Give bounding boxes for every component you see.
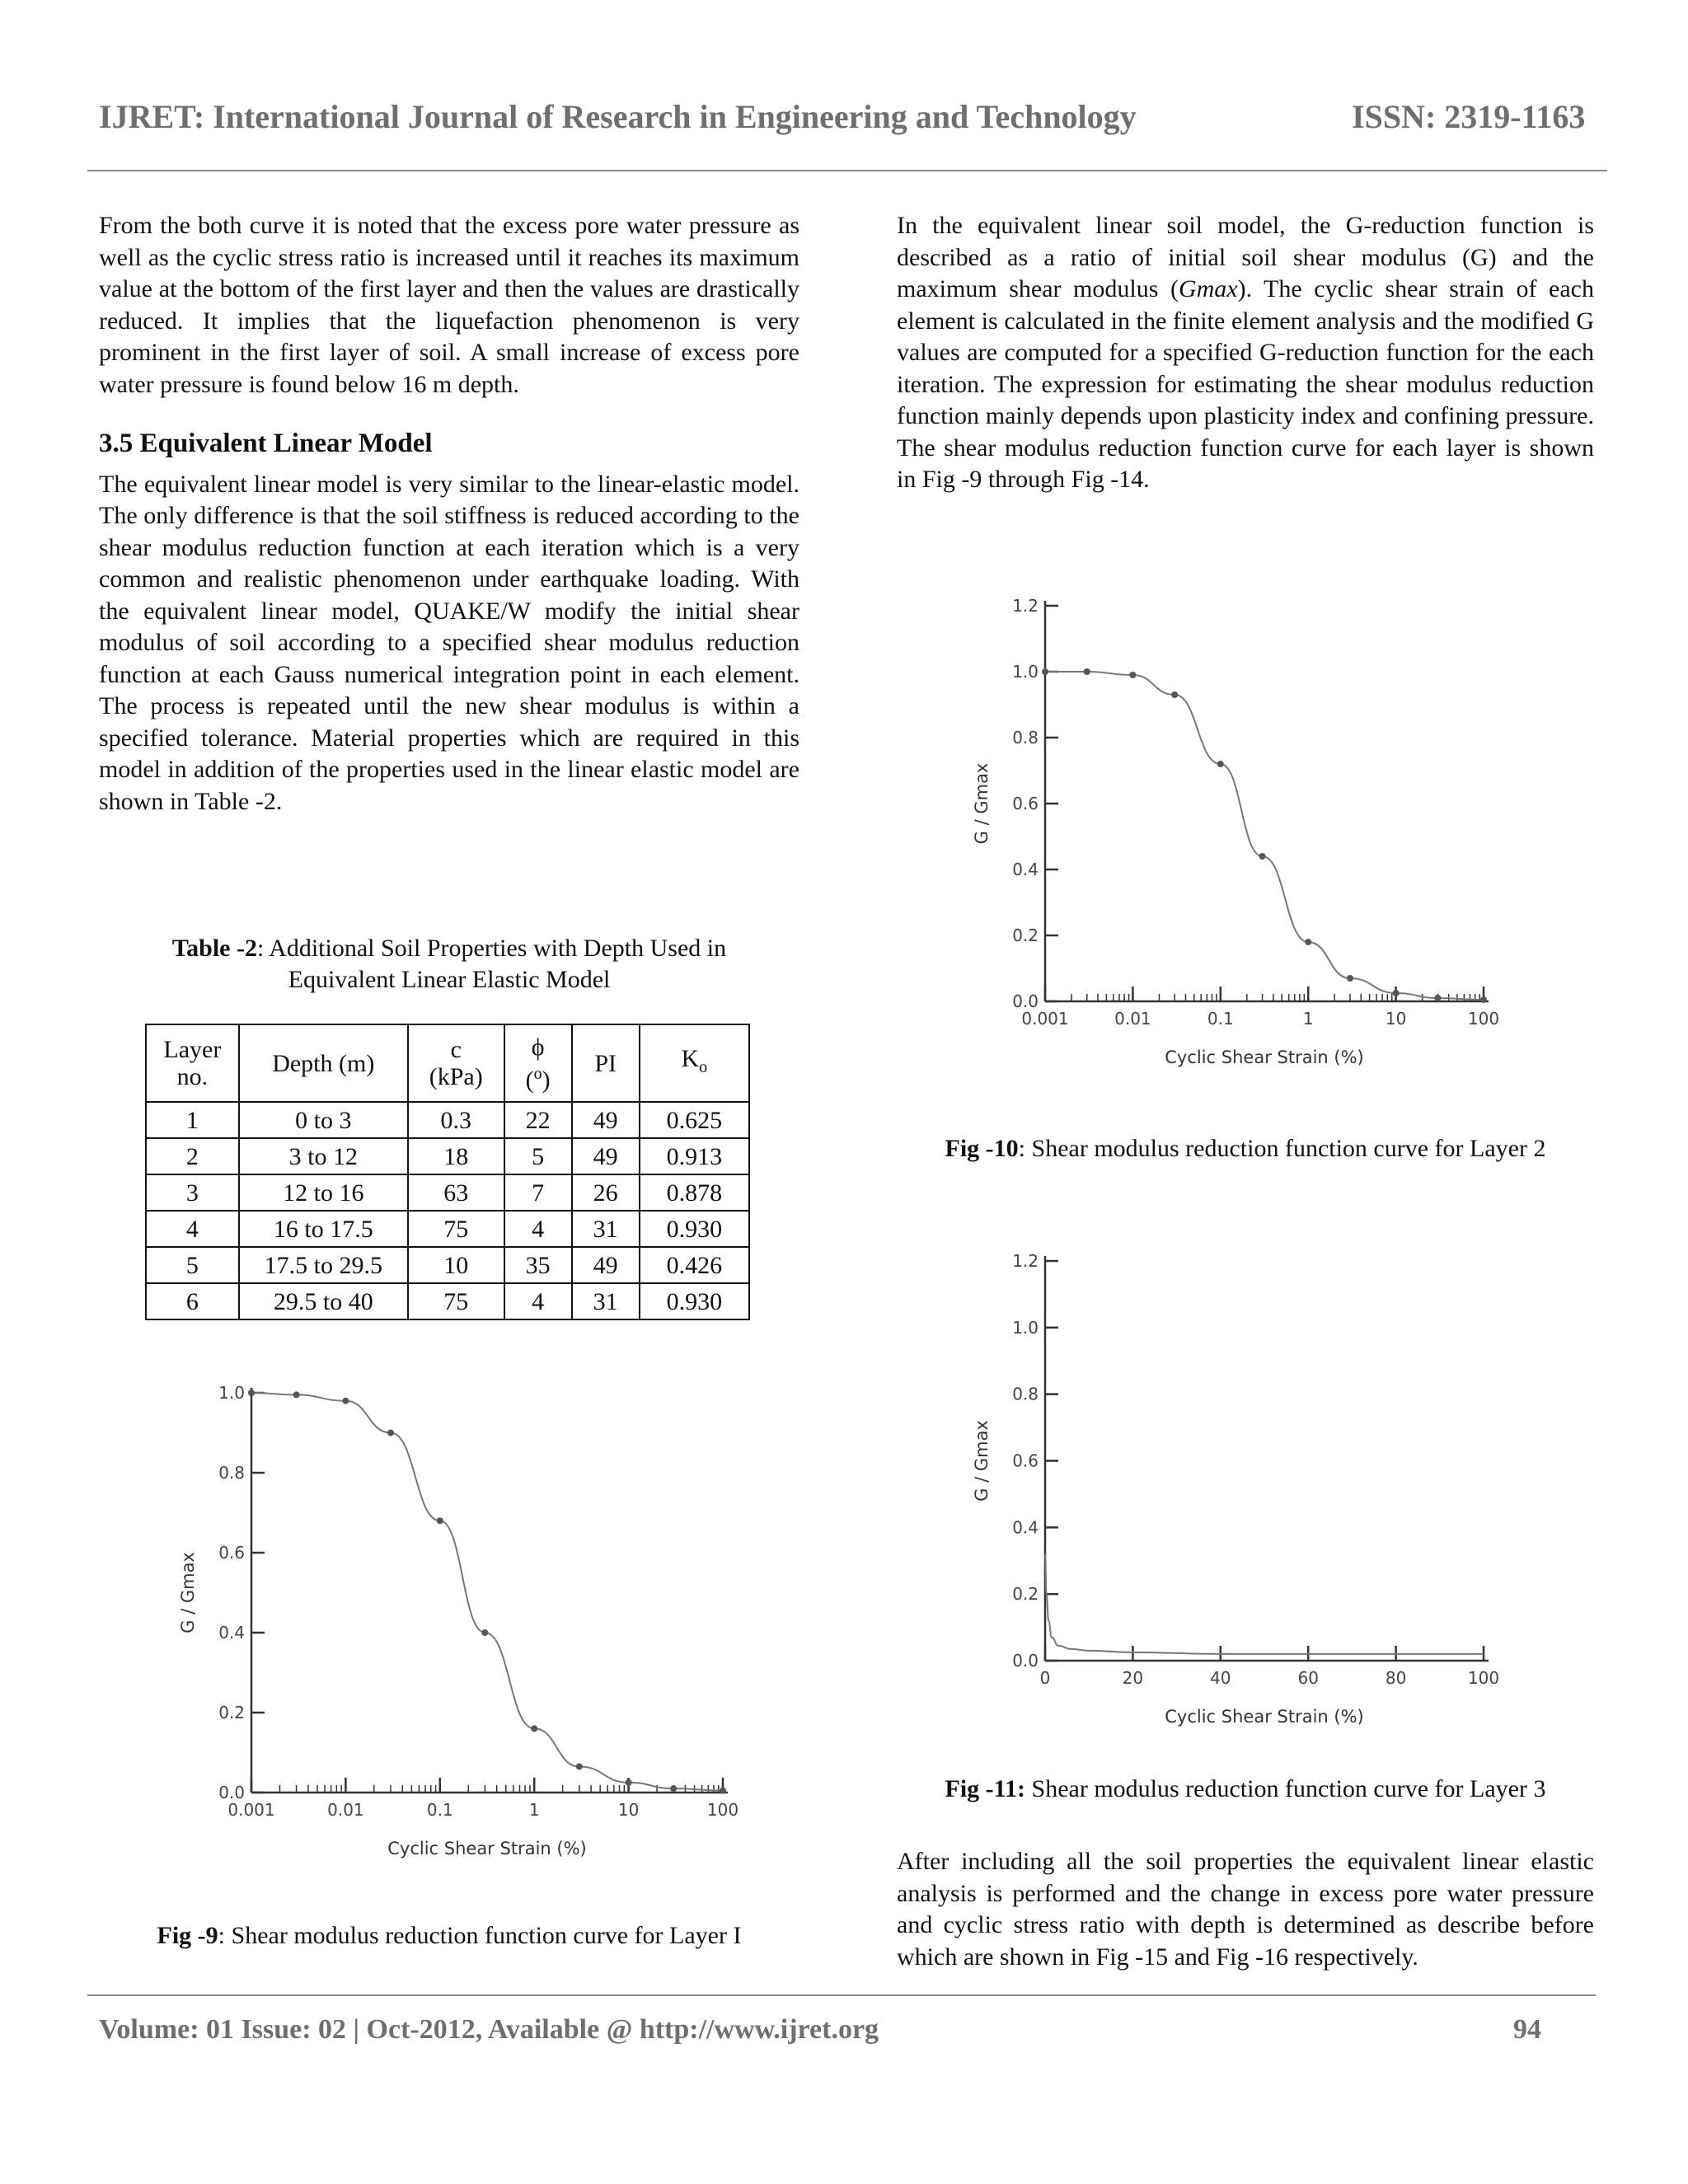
right-column-bottom xyxy=(897,1846,1594,1973)
cell: 3 to 12 xyxy=(239,1138,408,1174)
y-tick-label: 0.8 xyxy=(218,1463,245,1483)
right-column xyxy=(897,210,1594,496)
cell: 0.930 xyxy=(640,1211,749,1247)
x-tick-label: 0 xyxy=(1039,1668,1051,1688)
cell: 16 to 17.5 xyxy=(239,1211,408,1247)
data-point xyxy=(437,1517,443,1524)
cell: 49 xyxy=(572,1247,640,1283)
col-depth: Depth (m) xyxy=(239,1024,408,1102)
y-tick-label: 1.0 xyxy=(1012,662,1039,682)
data-point xyxy=(576,1763,583,1769)
data-point xyxy=(531,1725,537,1732)
data-point xyxy=(720,1788,726,1794)
series-line xyxy=(1045,1554,1484,1654)
col-layer: Layer no. xyxy=(146,1024,239,1102)
cell: 0 to 3 xyxy=(239,1102,408,1138)
gmax-italic: Gmax xyxy=(1178,275,1238,302)
paragraph: The equivalent linear model is very similar to the linear-elastic model. The only difference is that the soil stiffness is reduced according to the shear modulus reduction function at each iteration which is a very common and realistic phenomenon under earthquake loading. With the equivalent linear model, QUAKE/W modify the initial shear modulus of soil according to a specified shear modulus reduction function at each Gauss numerical integration point in each element. The process is repeated until the new shear modulus is within a specified tolerance. Material properties which are required in this model in addition of the properties used in the linear elastic model are shown in Table -2. xyxy=(99,470,799,815)
fig9-caption xyxy=(99,1920,799,1952)
cell: 49 xyxy=(572,1138,640,1174)
col-c-unit: (kPa) xyxy=(429,1063,483,1090)
paragraph xyxy=(897,210,1594,496)
x-tick-label: 0.01 xyxy=(1114,1009,1151,1029)
cell: 63 xyxy=(408,1174,504,1211)
cell: 26 xyxy=(572,1174,640,1211)
table-row xyxy=(146,1283,749,1319)
x-tick-label: 100 xyxy=(706,1800,739,1820)
table-row xyxy=(146,1138,749,1174)
x-tick-label: 0.001 xyxy=(1021,1009,1069,1029)
cell: 0.913 xyxy=(640,1138,749,1174)
y-tick-label: 1.0 xyxy=(1012,1317,1039,1338)
x-tick-label: 1 xyxy=(1302,1009,1314,1029)
fig11-caption-label: Fig -11: xyxy=(945,1775,1026,1802)
fig11-chart xyxy=(948,1240,1525,1735)
fig10-caption xyxy=(897,1133,1594,1165)
x-tick-label: 40 xyxy=(1210,1668,1231,1688)
header-rule xyxy=(87,170,1607,171)
y-axis-title: G / Gmax xyxy=(972,762,992,845)
x-axis-title: Cyclic Shear Strain (%) xyxy=(1165,1707,1364,1727)
cell: 10 xyxy=(408,1247,504,1283)
table-caption-text: : Additional Soil Properties with Depth Used in xyxy=(256,935,727,962)
data-point xyxy=(1305,939,1311,945)
x-tick-label: 100 xyxy=(1467,1009,1500,1029)
y-tick-label: 0.2 xyxy=(1012,1584,1039,1605)
data-point xyxy=(670,1785,677,1792)
fig9-caption-label: Fig -9 xyxy=(157,1922,218,1949)
cell: 75 xyxy=(408,1211,504,1247)
cell: 17.5 to 29.5 xyxy=(239,1247,408,1283)
cell: 5 xyxy=(504,1138,572,1174)
table-caption-label: Table -2 xyxy=(171,935,257,962)
fig10-chart xyxy=(948,585,1525,1080)
data-point xyxy=(1347,975,1353,982)
cell: 6 xyxy=(146,1283,239,1319)
table-caption xyxy=(99,933,799,996)
cell: 31 xyxy=(572,1211,640,1247)
y-tick-label: 0.2 xyxy=(1012,926,1039,945)
journal-title: IJRET: International Journal of Research in Engineering and Technology xyxy=(99,98,1137,135)
y-tick-label: 0.0 xyxy=(1012,1651,1039,1671)
y-tick-label: 1.2 xyxy=(1012,1251,1039,1271)
footer-rule xyxy=(87,1994,1596,1996)
table-row xyxy=(146,1211,749,1247)
x-axis-title: Cyclic Shear Strain (%) xyxy=(387,1839,587,1858)
paragraph: From the both curve it is noted that the excess pore water pressure as well as the cyclic stress ratio is increased until it reaches its maximum value at the bottom of the first layer and then the values are drastically reduced. It implies that the liquefaction phenomenon is very prominent in the first layer of soil. A small increase of excess pore water pressure is found below 16 m depth. xyxy=(99,212,799,398)
y-tick-label: 0.8 xyxy=(1012,1384,1039,1404)
y-tick-label: 1.2 xyxy=(1012,596,1039,616)
fig11-caption-text: Shear modulus reduction function curve for Layer 3 xyxy=(1025,1775,1546,1802)
data-point xyxy=(1480,996,1487,1003)
y-axis-title: G / Gmax xyxy=(972,1420,992,1502)
soil-properties-table xyxy=(145,1024,750,1320)
issn: ISSN: 2319-1163 xyxy=(1352,98,1586,135)
y-tick-label: 0.0 xyxy=(218,1783,245,1802)
y-tick-label: 0.8 xyxy=(1012,728,1039,748)
col-phi-unit: ($^o$) xyxy=(525,1064,551,1094)
cell: 31 xyxy=(572,1283,640,1319)
data-point xyxy=(1259,853,1266,860)
cell: 18 xyxy=(408,1138,504,1174)
x-tick-label: 0.001 xyxy=(227,1800,275,1820)
x-tick-label: 10 xyxy=(617,1800,640,1820)
col-phi xyxy=(504,1024,572,1102)
y-tick-label: 0.2 xyxy=(218,1703,245,1722)
x-tick-label: 10 xyxy=(1385,1009,1407,1029)
cell: 29.5 to 40 xyxy=(239,1283,408,1319)
col-ko: $K_o$ xyxy=(640,1024,749,1102)
y-tick-label: 1.0 xyxy=(218,1383,245,1403)
table-row xyxy=(146,1174,749,1211)
cell: 1 xyxy=(146,1102,239,1138)
data-point xyxy=(481,1629,488,1636)
col-phi-label: ϕ xyxy=(531,1033,545,1061)
y-tick-label: 0.4 xyxy=(1012,860,1039,879)
footer-volume: Volume: 01 Issue: 02 | Oct-2012, Available @ http://www.ijret.org xyxy=(99,2014,879,2045)
y-tick-label: 0.6 xyxy=(1012,1451,1039,1471)
col-c-label: c xyxy=(450,1036,462,1063)
y-tick-label: 0.6 xyxy=(1012,794,1039,813)
col-pi: PI xyxy=(572,1024,640,1102)
x-tick-label: 100 xyxy=(1467,1668,1500,1688)
data-point xyxy=(1171,691,1178,698)
data-point xyxy=(1217,761,1224,767)
cell: 4 xyxy=(146,1211,239,1247)
x-tick-label: 1 xyxy=(528,1800,540,1820)
col-c xyxy=(408,1024,504,1102)
cell: 0.426 xyxy=(640,1247,749,1283)
cell: 35 xyxy=(504,1247,572,1283)
cell: 5 xyxy=(146,1247,239,1283)
y-tick-label: 0.0 xyxy=(1012,991,1039,1011)
paragraph: After including all the soil properties the equivalent linear elastic analysis is performed and the change in excess pore water pressure and cyclic stress ratio with depth is determined as describe before which are shown in Fig -15 and Fig -16 respectively. xyxy=(897,1848,1594,1971)
fig10-caption-text: : Shear modulus reduction function curve for Layer 2 xyxy=(1018,1135,1546,1162)
cell: 0.3 xyxy=(408,1102,504,1138)
table-row xyxy=(146,1247,749,1283)
cell: 49 xyxy=(572,1102,640,1138)
cell: 22 xyxy=(504,1102,572,1138)
table-header-row xyxy=(146,1024,749,1102)
data-point xyxy=(248,1390,255,1396)
fig11-caption xyxy=(897,1774,1594,1805)
cell: 2 xyxy=(146,1138,239,1174)
y-tick-label: 0.4 xyxy=(218,1623,245,1643)
data-point xyxy=(1434,995,1441,1001)
table-row xyxy=(146,1102,749,1138)
cell: 4 xyxy=(504,1211,572,1247)
fig9-caption-text: : Shear modulus reduction function curve for Layer I xyxy=(218,1922,742,1949)
cell: 3 xyxy=(146,1174,239,1211)
data-point xyxy=(387,1430,394,1436)
cell: 0.625 xyxy=(640,1102,749,1138)
x-tick-label: 0.1 xyxy=(1207,1009,1234,1029)
cell: 4 xyxy=(504,1283,572,1319)
cell: 7 xyxy=(504,1174,572,1211)
cell: 75 xyxy=(408,1283,504,1319)
x-tick-label: 80 xyxy=(1385,1668,1407,1688)
series-line xyxy=(251,1393,723,1791)
data-point xyxy=(1129,672,1136,678)
x-tick-label: 60 xyxy=(1297,1668,1319,1688)
data-point xyxy=(1084,668,1090,675)
series-line xyxy=(1045,672,1484,1000)
table-caption-line2: Equivalent Linear Elastic Model xyxy=(288,966,611,993)
y-tick-label: 0.6 xyxy=(218,1543,245,1563)
data-point xyxy=(626,1779,632,1786)
cell: 0.930 xyxy=(640,1283,749,1319)
para-text: ). The cyclic shear strain of each element is calculated in the finite element analysis and the modified G values are computed for a specified G-reduction function for the each iteration. The expression for estimating the shear modulus reduction function mainly depends upon plasticity index and confining pressure. The shear modulus reduction function curve for each layer is shown in Fig -9 through Fig -14. xyxy=(897,275,1594,493)
x-tick-label: 0.1 xyxy=(426,1800,453,1820)
data-point xyxy=(1393,990,1400,996)
x-axis-title: Cyclic Shear Strain (%) xyxy=(1165,1047,1364,1067)
data-point xyxy=(293,1391,300,1398)
fig9-chart xyxy=(148,1368,742,1863)
y-tick-label: 0.4 xyxy=(1012,1517,1039,1538)
section-heading: 3.5 Equivalent Linear Model xyxy=(99,429,433,458)
data-point xyxy=(1042,668,1048,675)
left-column xyxy=(99,210,799,818)
y-axis-title: G / Gmax xyxy=(178,1552,198,1633)
fig10-caption-label: Fig -10 xyxy=(945,1135,1019,1162)
x-tick-label: 0.01 xyxy=(327,1800,364,1820)
cell: 0.878 xyxy=(640,1174,749,1211)
cell: 12 to 16 xyxy=(239,1174,408,1211)
page-number: 94 xyxy=(1513,2014,1541,2045)
para-text: In the equivalent linear soil model, the G-reduction function is described as a ratio of initial soil shear modulus (G) and the maximum shear modulus ( xyxy=(897,212,1594,302)
data-point xyxy=(342,1398,349,1404)
x-tick-label: 20 xyxy=(1122,1668,1144,1688)
